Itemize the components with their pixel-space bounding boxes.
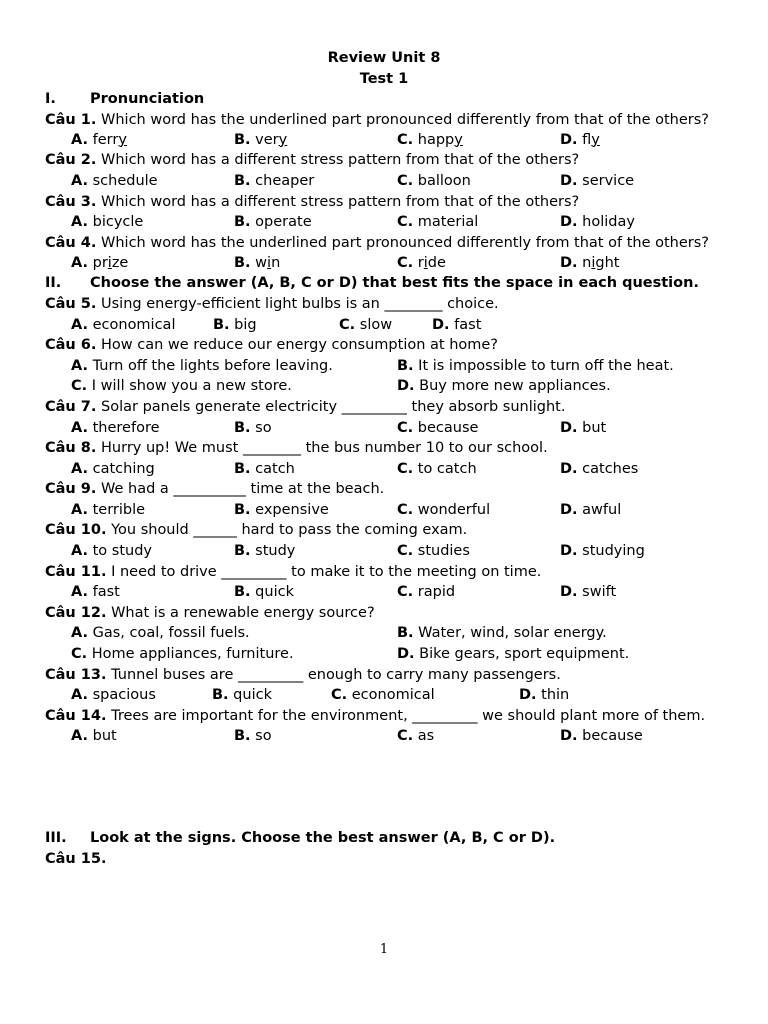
answer-options	[45, 459, 723, 480]
question-stem	[45, 397, 723, 418]
option-d: D. swift	[560, 584, 617, 601]
question-stem	[45, 150, 723, 171]
option-a: A. bicycle	[71, 214, 144, 231]
option-b: B. win	[234, 254, 281, 271]
question-label: Câu 12.	[45, 604, 107, 621]
question-stem	[45, 111, 723, 129]
question-stem	[45, 849, 723, 870]
section-number: III.	[45, 830, 67, 847]
option-d: D. service	[560, 172, 635, 189]
answer-options	[45, 685, 723, 706]
question-text: Which word has the underlined part pronounced differently from that of the others?	[101, 234, 709, 251]
question-text: Which word has a different stress pattern from that of the others?	[101, 193, 580, 210]
option-c: C. as	[397, 727, 435, 744]
option-d: D. studying	[560, 543, 645, 560]
answer-options	[45, 500, 723, 521]
option-c: C. material	[397, 214, 479, 231]
question-stem	[45, 562, 723, 583]
question-stem	[45, 294, 723, 315]
question-stem	[45, 234, 723, 252]
answer-options	[45, 376, 723, 397]
question-label: Câu 6.	[45, 337, 97, 354]
question-label: Câu 3.	[45, 193, 97, 210]
option-d: D. holiday	[560, 214, 635, 231]
option-a: A. prize	[71, 254, 129, 271]
option-b: B. cheaper	[234, 172, 315, 189]
option-d: D. night	[560, 254, 620, 271]
option-b: B. operate	[234, 214, 312, 231]
question-label: Câu 7.	[45, 398, 97, 415]
option-b: B. Water, wind, solar energy.	[397, 625, 607, 642]
option-a: A. fast	[71, 584, 120, 601]
option-d: D. but	[560, 419, 607, 436]
question-stem	[45, 707, 723, 725]
question-text: I need to drive _________ to make it to the meeting on time.	[111, 563, 542, 580]
option-c: C. rapid	[397, 584, 456, 601]
question-text: What is a renewable energy source?	[111, 604, 375, 621]
option-a: A. spacious	[71, 687, 156, 704]
option-a: A. terrible	[71, 501, 146, 518]
question-label: Câu 2.	[45, 152, 97, 169]
question-text: Solar panels generate electricity _________ they absorb sunlight.	[101, 398, 566, 415]
answer-options	[45, 315, 723, 336]
question-text: You should ______ hard to pass the coming exam.	[111, 522, 468, 539]
option-d: D. Buy more new appliances.	[397, 378, 611, 395]
question-text: We had a __________ time at the beach.	[101, 481, 385, 498]
answer-options	[45, 356, 723, 377]
question-stem	[45, 438, 723, 459]
option-d: D. thin	[519, 687, 570, 704]
question-text: Which word has a different stress pattern from that of the others?	[101, 152, 580, 169]
question-stem	[45, 520, 723, 541]
option-c: C. ride	[397, 254, 446, 271]
question-stem	[45, 335, 723, 356]
answer-options	[45, 541, 723, 562]
question-stem	[45, 479, 723, 500]
question-stem	[45, 665, 723, 686]
answer-options	[45, 253, 723, 274]
question-label: Câu 11.	[45, 563, 107, 580]
option-d: D. awful	[560, 501, 622, 518]
question-text: Tunnel buses are _________ enough to carry many passengers.	[111, 666, 561, 683]
option-d: D. fast	[432, 316, 482, 333]
option-c: C. economical	[331, 687, 435, 704]
question-text: Trees are important for the environment, _________ we should plant more of them.	[111, 707, 706, 724]
answer-options	[45, 171, 723, 192]
answer-options	[45, 582, 723, 603]
option-d: D. because	[560, 727, 643, 744]
answer-options	[45, 644, 723, 665]
option-a: A. therefore	[71, 419, 160, 436]
option-a: A. to study	[71, 543, 152, 560]
question-label: Câu 5.	[45, 295, 97, 312]
option-c: C. Home appliances, furniture.	[71, 646, 294, 663]
option-b: B. so	[234, 419, 272, 436]
option-a: A. but	[71, 727, 117, 744]
section-title: Look at the signs. Choose the best answer (A, B, C or D).	[90, 830, 556, 847]
option-c: C. happy	[397, 131, 463, 148]
option-b: B. so	[234, 727, 272, 744]
option-b: B. quick	[234, 584, 294, 601]
option-b: B. study	[234, 543, 296, 560]
answer-options	[45, 130, 723, 151]
question-text: Hurry up! We must ________ the bus number 10 to our school.	[101, 440, 548, 457]
blank-space	[45, 746, 723, 828]
option-a: A. schedule	[71, 172, 158, 189]
question-label: Câu 1.	[45, 111, 97, 128]
option-c: C. slow	[339, 316, 393, 333]
question-label: Câu 4.	[45, 234, 97, 251]
option-a: A. Turn off the lights before leaving.	[71, 357, 333, 374]
section-number: II.	[45, 275, 62, 292]
page-number: 1	[379, 942, 389, 957]
section-heading-3	[45, 828, 723, 849]
option-a: A. Gas, coal, fossil fuels.	[71, 625, 250, 642]
question-stem	[45, 603, 723, 624]
option-c: C. I will show you a new store.	[71, 378, 292, 395]
question-text: Which word has the underlined part pronounced differently from that of the others?	[101, 111, 709, 128]
section-title: Pronunciation	[90, 91, 205, 108]
option-c: C. because	[397, 419, 479, 436]
section-title: Choose the answer (A, B, C or D) that best fits the space in each question.	[90, 275, 699, 292]
question-text: Using energy-efficient light bulbs is an ________ choice.	[101, 295, 499, 312]
option-b: B. It is impossible to turn off the heat.	[397, 357, 674, 374]
question-label: Câu 8.	[45, 440, 97, 457]
question-label: Câu 9.	[45, 481, 97, 498]
question-label: Câu 15.	[45, 851, 107, 867]
option-c: C. studies	[397, 543, 470, 560]
question-label: Câu 13.	[45, 666, 107, 683]
worksheet-subtitle: Test 1	[359, 70, 409, 87]
answer-options	[45, 726, 723, 747]
option-c: C. balloon	[397, 172, 471, 189]
option-a: A. economical	[71, 316, 176, 333]
option-b: B. big	[213, 316, 257, 333]
answer-options	[45, 212, 723, 233]
option-a: A. catching	[71, 460, 155, 477]
option-b: B. catch	[234, 460, 295, 477]
option-c: C. wonderful	[397, 501, 491, 518]
option-a: A. ferry	[71, 131, 127, 148]
worksheet-title: Review Unit 8	[327, 50, 441, 66]
worksheet	[45, 48, 723, 870]
answer-options	[45, 418, 723, 439]
question-text: How can we reduce our energy consumption at home?	[101, 337, 499, 354]
answer-options	[45, 623, 723, 644]
question-stem	[45, 192, 723, 213]
question-label: Câu 14.	[45, 707, 107, 724]
option-b: B. quick	[212, 687, 272, 704]
option-d: D. Bike gears, sport equipment.	[397, 646, 630, 663]
option-b: B. expensive	[234, 501, 329, 518]
option-d: D. catches	[560, 460, 639, 477]
option-c: C. to catch	[397, 460, 477, 477]
option-d: D. fly	[560, 131, 600, 148]
question-label: Câu 10.	[45, 522, 107, 539]
section-heading-1	[45, 89, 723, 110]
section-heading-2	[45, 273, 723, 294]
section-number: I.	[45, 91, 56, 108]
option-b: B. very	[234, 131, 288, 148]
